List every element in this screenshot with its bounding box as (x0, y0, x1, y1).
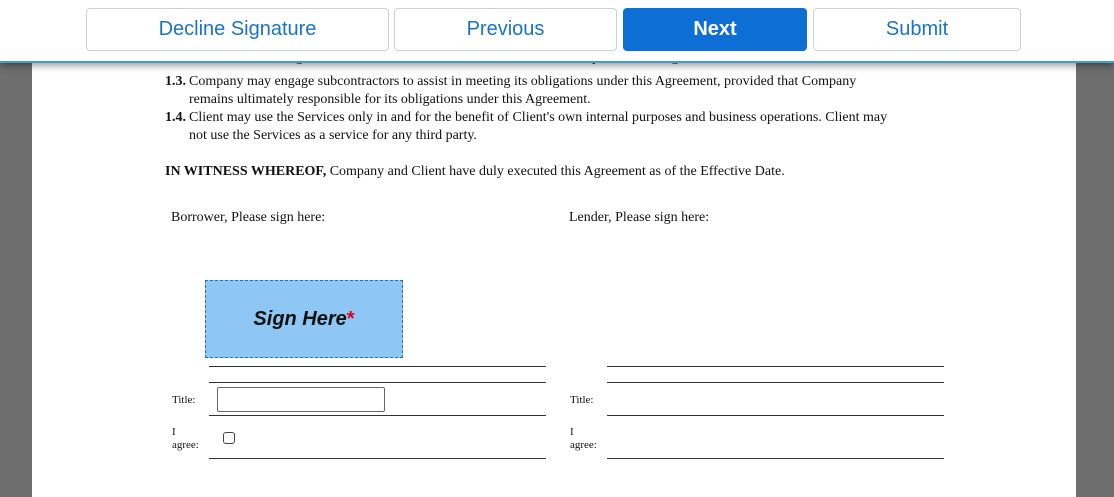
required-asterisk: * (346, 307, 355, 330)
clause-text: Company may engage subcontractors to assist in meeting its obligations under this Agreement, provided that Company (189, 74, 857, 89)
clause-text: remains ultimately responsible for its obligations under this Agreement. (189, 92, 591, 107)
lender-title-label: Title: (570, 394, 594, 406)
viewer-left-gutter (0, 0, 32, 497)
clause-1-4 (165, 109, 945, 145)
sign-here-label: Sign Here (253, 307, 347, 330)
viewer-right-gutter (1076, 0, 1114, 497)
lender-agree-label (570, 426, 597, 452)
clause-text: Client may use the Services only in and for the benefit of Client's own internal purposes and business operations. Client may (189, 110, 888, 125)
agree-label-line2: agree: (172, 439, 199, 451)
clause-number: 1.4. (165, 110, 186, 125)
agree-label-line1: I (172, 426, 176, 438)
borrower-agree-line (209, 458, 546, 459)
borrower-title-line (209, 415, 546, 416)
lender-agree-line (607, 458, 944, 459)
witness-text: Company and Client have duly executed this Agreement as of the Effective Date. (326, 164, 785, 179)
borrower-title-input[interactable] (217, 387, 385, 412)
signing-toolbar (0, 0, 1114, 63)
submit-button[interactable]: Submit (813, 8, 1021, 51)
borrower-agree-label (172, 426, 199, 452)
decline-signature-button[interactable]: Decline Signature (86, 8, 389, 51)
witness-heading: IN WITNESS WHEREOF, (165, 164, 327, 179)
witness-statement (165, 164, 785, 180)
agree-label-line1: I (570, 426, 574, 438)
sign-here-field[interactable] (205, 280, 403, 358)
borrower-signature-line (209, 366, 546, 367)
lender-name-line (607, 382, 944, 383)
borrower-sign-label: Borrower, Please sign here: (171, 210, 326, 225)
next-button[interactable]: Next (623, 8, 807, 51)
lender-signature-line (607, 366, 944, 367)
clause-text: not use the Services as a service for any third party. (189, 128, 477, 143)
lender-sign-label: Lender, Please sign here: (569, 210, 710, 225)
borrower-title-label: Title: (172, 394, 196, 406)
clause-number: 1.3. (165, 74, 186, 89)
borrower-agree-checkbox[interactable] (223, 432, 235, 444)
agree-label-line2: agree: (570, 439, 597, 451)
previous-button[interactable]: Previous (394, 8, 617, 51)
document-page (32, 0, 1076, 497)
lender-title-line (607, 415, 944, 416)
borrower-name-line (209, 382, 546, 383)
clause-1-3 (165, 73, 945, 109)
